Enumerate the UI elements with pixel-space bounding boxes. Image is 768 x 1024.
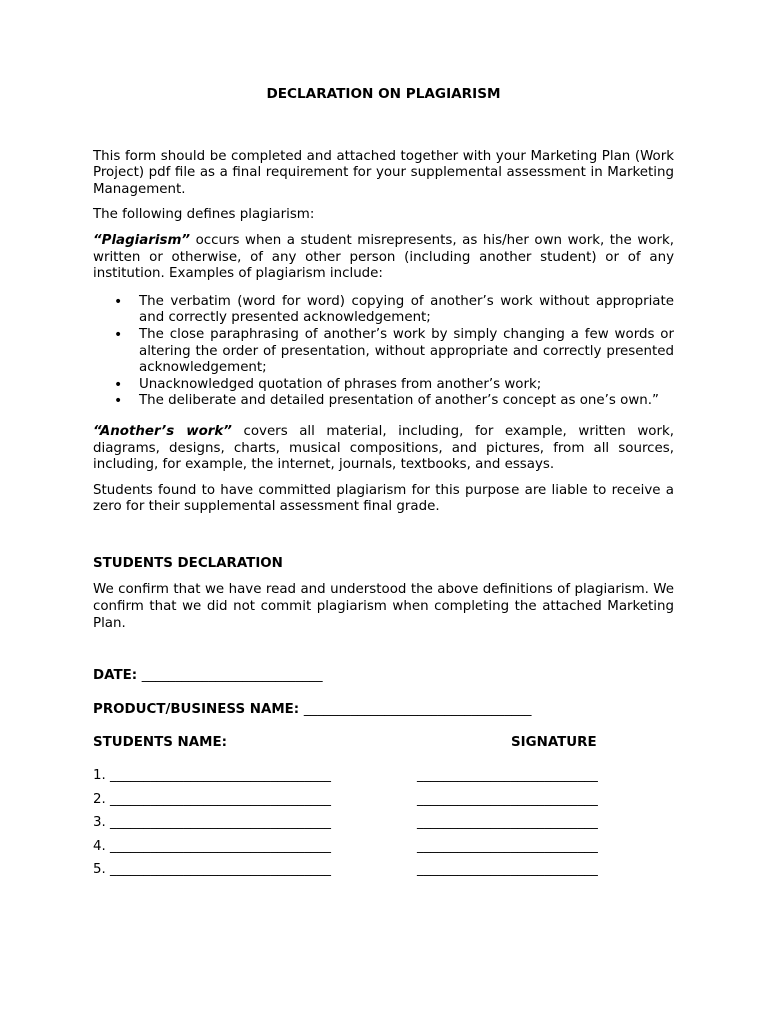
document-title: DECLARATION ON PLAGIARISM bbox=[266, 86, 501, 102]
student-name-fill-line[interactable]: _________________________________ bbox=[110, 862, 331, 877]
students-table-header bbox=[93, 735, 674, 752]
row-number: 1. bbox=[93, 768, 111, 784]
product-business-name-field[interactable] bbox=[93, 702, 674, 719]
student-name-field[interactable] bbox=[93, 768, 331, 785]
student-name-fill-line[interactable]: _________________________________ bbox=[110, 768, 331, 784]
list-item-text: Unacknowledged quotation of phrases from another’s work; bbox=[139, 376, 542, 392]
table-row bbox=[93, 768, 674, 791]
row-number: 3. bbox=[93, 815, 111, 831]
list-item bbox=[93, 294, 674, 327]
declaration-paragraph: We confirm that we have read and understood the above definitions of plagiarism. We confirm that we did not commit plagiarism when completing the attached Marketing Plan. bbox=[93, 582, 674, 631]
list-item bbox=[93, 393, 674, 410]
list-item-text: The verbatim (word for word) copying of another’s work without appropriate and correctly presented acknowledgement; bbox=[139, 293, 674, 326]
student-name-fill-line[interactable]: _________________________________ bbox=[110, 791, 331, 807]
signature-fill-line[interactable]: ___________________________ bbox=[417, 768, 598, 784]
consequence-paragraph: Students found to have committed plagiarism for this purpose are liable to receive a zero for their supplemental assessment final grade. bbox=[93, 482, 674, 515]
row-number: 5. bbox=[93, 862, 111, 877]
table-row bbox=[93, 862, 674, 885]
signature-fill-line[interactable]: ___________________________ bbox=[417, 862, 598, 877]
table-row bbox=[93, 839, 674, 862]
list-item bbox=[93, 377, 674, 394]
student-name-fill-line[interactable]: _________________________________ bbox=[110, 838, 331, 854]
student-name-field[interactable] bbox=[93, 839, 331, 856]
bullet-icon: • bbox=[114, 326, 123, 343]
student-name-fill-line[interactable]: _________________________________ bbox=[110, 815, 331, 831]
signature-fill-line[interactable]: ___________________________ bbox=[417, 838, 598, 854]
examples-list bbox=[93, 294, 674, 410]
signature-label: SIGNATURE bbox=[511, 735, 597, 751]
document-content bbox=[93, 86, 674, 885]
bullet-icon: • bbox=[114, 393, 123, 410]
date-fill-line[interactable]: ___________________________ bbox=[141, 668, 323, 684]
row-number: 4. bbox=[93, 838, 111, 854]
student-name-field[interactable] bbox=[93, 792, 331, 809]
list-item bbox=[93, 327, 674, 377]
students-name-label: STUDENTS NAME: bbox=[93, 735, 227, 751]
defines-paragraph: The following defines plagiarism: bbox=[93, 207, 315, 223]
product-business-name-fill-line[interactable]: __________________________________ bbox=[303, 701, 532, 717]
product-business-name-label: PRODUCT/BUSINESS NAME: bbox=[93, 701, 304, 717]
bullet-icon: • bbox=[114, 293, 123, 310]
intro-paragraph: This form should be completed and attached together with your Marketing Plan (Work Project) pdf file as a final requirement for your supplemental assessment in Marketing Management. bbox=[93, 148, 674, 197]
anothers-work-text: covers all material, including, for example, written work, diagrams, designs, charts, musical compositions, and pictures, from all sources, including, for example, the internet, journals, textbooks, and essays. bbox=[93, 423, 674, 473]
plagiarism-term: “Plagiarism” bbox=[93, 232, 191, 248]
signature-fill-line[interactable]: ___________________________ bbox=[417, 815, 598, 831]
student-name-field[interactable] bbox=[93, 815, 331, 832]
list-item-text: The deliberate and detailed presentation of another’s concept as one’s own.” bbox=[139, 393, 659, 409]
date-label: DATE: bbox=[93, 668, 142, 684]
student-rows bbox=[93, 768, 674, 885]
bullet-icon: • bbox=[114, 376, 123, 393]
row-number: 2. bbox=[93, 791, 111, 807]
anothers-work-definition bbox=[93, 424, 674, 474]
list-item-text: The close paraphrasing of another’s work by simply changing a few words or altering the order of presentation, without appropriate and correctly presented acknowledgement; bbox=[139, 326, 674, 376]
signature-fill-line[interactable]: ___________________________ bbox=[417, 791, 598, 807]
plagiarism-definition bbox=[93, 233, 674, 283]
plagiarism-text: occurs when a student misrepresents, as his/her own work, the work, written or otherwise, of any other person (including another student) or of any institution. Examples of plagiarism include: bbox=[93, 232, 674, 282]
table-row bbox=[93, 792, 674, 815]
anothers-work-term: “Another’s work” bbox=[93, 423, 232, 439]
date-field[interactable] bbox=[93, 668, 674, 685]
declaration-heading: STUDENTS DECLARATION bbox=[93, 555, 283, 571]
table-row bbox=[93, 815, 674, 838]
student-name-field[interactable] bbox=[93, 862, 331, 879]
